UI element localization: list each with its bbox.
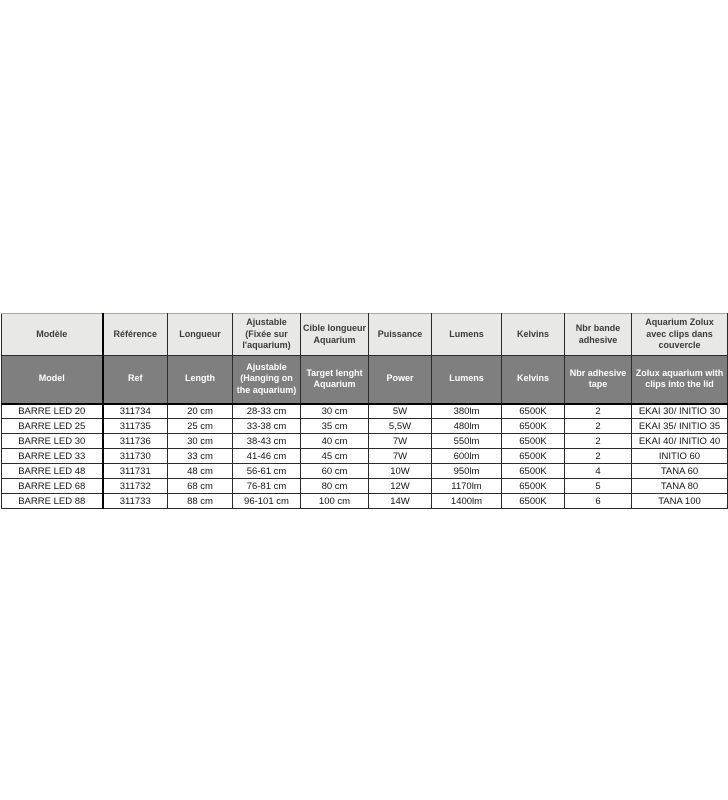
cell-power: 10W bbox=[369, 464, 432, 479]
cell-target-length: 60 cm bbox=[301, 464, 369, 479]
table-row-barre-led-48 bbox=[2, 464, 728, 479]
cell-adjustable-range: 33-38 cm bbox=[233, 419, 301, 434]
header-row-french bbox=[2, 314, 728, 356]
cell-adhesive-tape: 2 bbox=[565, 449, 632, 464]
cell-kelvins: 6500K bbox=[502, 434, 565, 449]
table-row-barre-led-68 bbox=[2, 479, 728, 494]
cell-lumens: 1170lm bbox=[432, 479, 502, 494]
header-cell-fr-adhesive-tape: Nbr bande adhesive bbox=[565, 314, 632, 356]
cell-kelvins: 6500K bbox=[502, 419, 565, 434]
cell-target-length: 80 cm bbox=[301, 479, 369, 494]
cell-adjustable-range: 38-43 cm bbox=[233, 434, 301, 449]
cell-adhesive-tape: 5 bbox=[565, 479, 632, 494]
header-cell-fr-lumens: Lumens bbox=[432, 314, 502, 356]
table-row-barre-led-30 bbox=[2, 434, 728, 449]
cell-target-length: 100 cm bbox=[301, 494, 369, 509]
cell-lumens: 480lm bbox=[432, 419, 502, 434]
header-cell-fr-kelvins: Kelvins bbox=[502, 314, 565, 356]
cell-target-length: 30 cm bbox=[301, 404, 369, 419]
cell-aquarium-compat: EKAI 30/ INITIO 30 bbox=[632, 404, 728, 419]
cell-model: BARRE LED 30 bbox=[2, 434, 103, 449]
table-row-barre-led-88 bbox=[2, 494, 728, 509]
cell-power: 14W bbox=[369, 494, 432, 509]
cell-length: 20 cm bbox=[168, 404, 233, 419]
cell-reference: 311730 bbox=[103, 449, 168, 464]
cell-aquarium-compat: EKAI 40/ INITIO 40 bbox=[632, 434, 728, 449]
header-cell-fr-power: Puissance bbox=[369, 314, 432, 356]
cell-kelvins: 6500K bbox=[502, 449, 565, 464]
header-cell-fr-target-length: Cible longueur Aquarium bbox=[301, 314, 369, 356]
cell-model: BARRE LED 68 bbox=[2, 479, 103, 494]
cell-aquarium-compat: INITIO 60 bbox=[632, 449, 728, 464]
cell-length: 25 cm bbox=[168, 419, 233, 434]
cell-lumens: 380lm bbox=[432, 404, 502, 419]
header-cell-en-reference: Ref bbox=[103, 356, 168, 404]
cell-aquarium-compat: EKAI 35/ INITIO 35 bbox=[632, 419, 728, 434]
cell-aquarium-compat: TANA 100 bbox=[632, 494, 728, 509]
cell-reference: 311731 bbox=[103, 464, 168, 479]
cell-adhesive-tape: 4 bbox=[565, 464, 632, 479]
table-row-barre-led-33 bbox=[2, 449, 728, 464]
header-cell-en-power: Power bbox=[369, 356, 432, 404]
cell-length: 48 cm bbox=[168, 464, 233, 479]
header-cell-fr-model: Modèle bbox=[2, 314, 103, 356]
led-bar-spec-table bbox=[1, 313, 728, 509]
cell-reference: 311732 bbox=[103, 479, 168, 494]
cell-kelvins: 6500K bbox=[502, 494, 565, 509]
cell-adjustable-range: 56-61 cm bbox=[233, 464, 301, 479]
cell-lumens: 550lm bbox=[432, 434, 502, 449]
cell-length: 30 cm bbox=[168, 434, 233, 449]
cell-model: BARRE LED 88 bbox=[2, 494, 103, 509]
cell-aquarium-compat: TANA 80 bbox=[632, 479, 728, 494]
header-cell-en-target-length: Target lenght Aquarium bbox=[301, 356, 369, 404]
cell-lumens: 600lm bbox=[432, 449, 502, 464]
cell-model: BARRE LED 25 bbox=[2, 419, 103, 434]
header-cell-fr-length: Longueur bbox=[168, 314, 233, 356]
header-cell-fr-reference: Référence bbox=[103, 314, 168, 356]
table-row-barre-led-25 bbox=[2, 419, 728, 434]
cell-target-length: 45 cm bbox=[301, 449, 369, 464]
cell-power: 5W bbox=[369, 404, 432, 419]
header-cell-fr-adjustable: Ajustable (Fixée sur l'aquarium) bbox=[233, 314, 301, 356]
cell-lumens: 950lm bbox=[432, 464, 502, 479]
cell-adhesive-tape: 2 bbox=[565, 404, 632, 419]
header-cell-en-adjustable: Ajustable (Hanging on the aquarium) bbox=[233, 356, 301, 404]
cell-adjustable-range: 41-46 cm bbox=[233, 449, 301, 464]
cell-kelvins: 6500K bbox=[502, 479, 565, 494]
cell-length: 33 cm bbox=[168, 449, 233, 464]
cell-target-length: 35 cm bbox=[301, 419, 369, 434]
cell-length: 68 cm bbox=[168, 479, 233, 494]
cell-kelvins: 6500K bbox=[502, 464, 565, 479]
cell-reference: 311735 bbox=[103, 419, 168, 434]
table-row-barre-led-20 bbox=[2, 404, 728, 419]
header-cell-en-length: Length bbox=[168, 356, 233, 404]
cell-aquarium-compat: TANA 60 bbox=[632, 464, 728, 479]
cell-adhesive-tape: 2 bbox=[565, 434, 632, 449]
header-cell-en-kelvins: Kelvins bbox=[502, 356, 565, 404]
cell-target-length: 40 cm bbox=[301, 434, 369, 449]
cell-length: 88 cm bbox=[168, 494, 233, 509]
cell-model: BARRE LED 33 bbox=[2, 449, 103, 464]
header-cell-en-aquarium-compat: Zolux aquarium with clips into the lid bbox=[632, 356, 728, 404]
cell-kelvins: 6500K bbox=[502, 404, 565, 419]
cell-power: 7W bbox=[369, 449, 432, 464]
cell-reference: 311734 bbox=[103, 404, 168, 419]
cell-reference: 311736 bbox=[103, 434, 168, 449]
cell-power: 5,5W bbox=[369, 419, 432, 434]
header-cell-en-lumens: Lumens bbox=[432, 356, 502, 404]
cell-power: 12W bbox=[369, 479, 432, 494]
cell-lumens: 1400lm bbox=[432, 494, 502, 509]
cell-adjustable-range: 76-81 cm bbox=[233, 479, 301, 494]
cell-model: BARRE LED 20 bbox=[2, 404, 103, 419]
header-row-english bbox=[2, 356, 728, 404]
cell-adjustable-range: 28-33 cm bbox=[233, 404, 301, 419]
header-cell-en-model: Model bbox=[2, 356, 103, 404]
header-cell-fr-aquarium-compat: Aquarium Zolux avec clips dans couvercle bbox=[632, 314, 728, 356]
cell-adjustable-range: 96-101 cm bbox=[233, 494, 301, 509]
cell-model: BARRE LED 48 bbox=[2, 464, 103, 479]
cell-adhesive-tape: 6 bbox=[565, 494, 632, 509]
cell-adhesive-tape: 2 bbox=[565, 419, 632, 434]
header-cell-en-adhesive-tape: Nbr adhesive tape bbox=[565, 356, 632, 404]
cell-reference: 311733 bbox=[103, 494, 168, 509]
cell-power: 7W bbox=[369, 434, 432, 449]
